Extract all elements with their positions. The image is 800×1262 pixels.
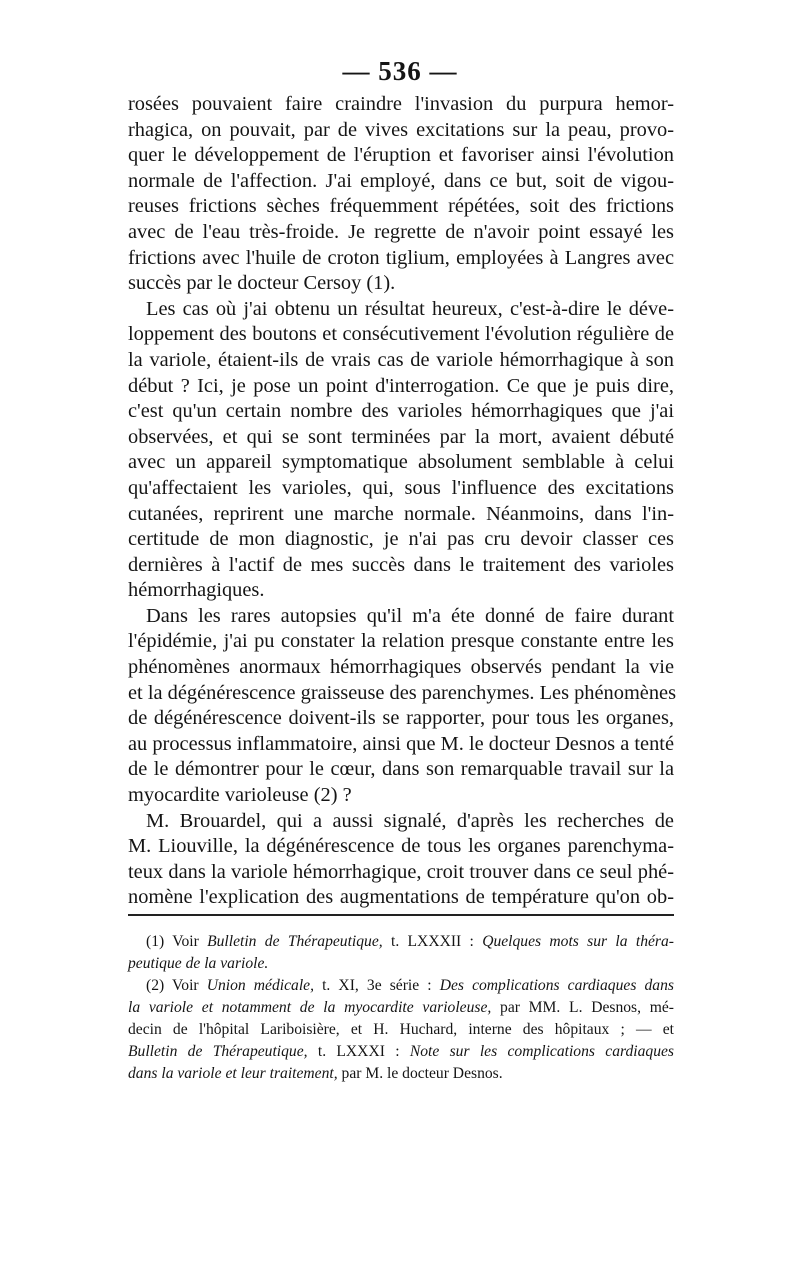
text-line: phénomènes anormaux hémorrhagiques observés pendant la vie	[128, 656, 674, 679]
text-line: de le démontrer pour le cœur, dans son remarquable travail sur la	[128, 758, 674, 781]
text-line: et la dégénérescence graisseuse des parenchymes. Les phénomènes	[128, 681, 677, 704]
footnote-2-line: decin de l'hôpital Lariboisière, et H. Huchard, interne des hôpitaux ; — et	[128, 1021, 674, 1038]
footnote-2-line: (2) Voir Union médicale, t. XI, 3e série : Des complications cardiaques dans	[146, 977, 674, 994]
text-line: l'épidémie, j'ai pu constater la relation presque constante entre les	[128, 630, 674, 653]
text-line: hémorrhagiques.	[128, 579, 265, 602]
text-line: normale de l'affection. J'ai employé, dans ce but, soit de vigou-	[128, 169, 674, 192]
footnote-1-line: (1) Voir Bulletin de Thérapeutique, t. LXXXII : Quelques mots sur la théra-	[146, 933, 674, 950]
text-line: cutanées, reprirent une marche normale. Néanmoins, dans l'in-	[128, 502, 674, 525]
text-line: M. Brouardel, qui a aussi signalé, d'après les recherches de	[146, 809, 674, 832]
text-line: myocardite varioleuse (2) ?	[128, 784, 352, 807]
text-line: M. Liouville, la dégénérescence de tous les organes parenchyma-	[128, 835, 674, 858]
text-line: au processus inflammatoire, ainsi que M. le docteur Desnos a tenté	[128, 732, 674, 755]
text-line: qu'affectaient les varioles, qui, sous l'influence des excitations	[128, 476, 674, 499]
page-number: — 536 —	[342, 56, 458, 86]
text-line: avec un appareil symptomatique absolument semblable à celui	[128, 451, 674, 474]
text-line: rosées pouvaient faire craindre l'invasion du purpura hemor-	[128, 93, 674, 115]
text-line: de dégénérescence doivent-ils se rapporter, pour tous les organes,	[128, 707, 674, 730]
footnote-2-line: Bulletin de Thérapeutique, t. LXXXI : Note sur les complications cardiaques	[128, 1043, 674, 1060]
text-line: teux dans la variole hémorrhagique, croit trouver dans ce seul phé-	[128, 860, 674, 883]
text-line: avec de l'eau très-froide. Je regrette de n'avoir point essayé les	[128, 220, 674, 243]
text-line: frictions avec l'huile de croton tiglium, employées à Langres avec	[128, 246, 674, 269]
footnote-1-line: peutique de la variole.	[128, 955, 269, 972]
text-line: observées, et qui se sont terminées par la mort, avaient débuté	[128, 425, 674, 448]
text-line: Dans les rares autopsies qu'il m'a éte donné de faire durant	[146, 604, 674, 627]
text-line: début ? Ici, je pose un point d'interrogation. Ce que je puis dire,	[128, 374, 674, 397]
text-line: quer le développement de l'éruption et favoriser ainsi l'évolution	[128, 144, 674, 167]
text-line: dernières à l'actif de mes succès dans le traitement des varioles	[128, 553, 674, 576]
paragraph-4	[128, 809, 674, 911]
paragraph-1	[128, 92, 674, 297]
footnote-2-line: la variole et notamment de la myocardite varioleuse, par MM. L. Desnos, mé-	[128, 999, 674, 1016]
text-line: certitude de mon diagnostic, je n'ai pas cru devoir classer ces	[128, 528, 674, 551]
text-line: Les cas où j'ai obtenu un résultat heureux, c'est-à-dire le déve-	[146, 297, 674, 320]
footnote-2-line: dans la variole et leur traitement, par M. le docteur Desnos.	[128, 1065, 503, 1082]
footnotes	[128, 931, 674, 1085]
text-line: reuses frictions sèches fréquemment répétées, soit des frictions	[128, 195, 674, 218]
text-line: loppement des boutons et consécutivement l'évolution régulière de	[128, 323, 674, 346]
text-line: la variole, étaient-ils de vrais cas de variole hémorrhagique à son	[128, 348, 674, 371]
text-line: succès par le docteur Cersoy (1).	[128, 272, 396, 295]
paragraph-3	[128, 604, 677, 809]
text-line: rhagica, on pouvait, par de vives excitations sur la peau, provo-	[128, 118, 674, 141]
text-line: c'est qu'un certain nombre des varioles hémorrhagiques que j'ai	[128, 400, 674, 423]
paragraph-2	[128, 297, 674, 604]
body-text	[128, 92, 677, 911]
text-line: nomène l'explication des augmentations de température qu'on ob-	[128, 886, 674, 909]
footnote-rule	[128, 914, 674, 916]
